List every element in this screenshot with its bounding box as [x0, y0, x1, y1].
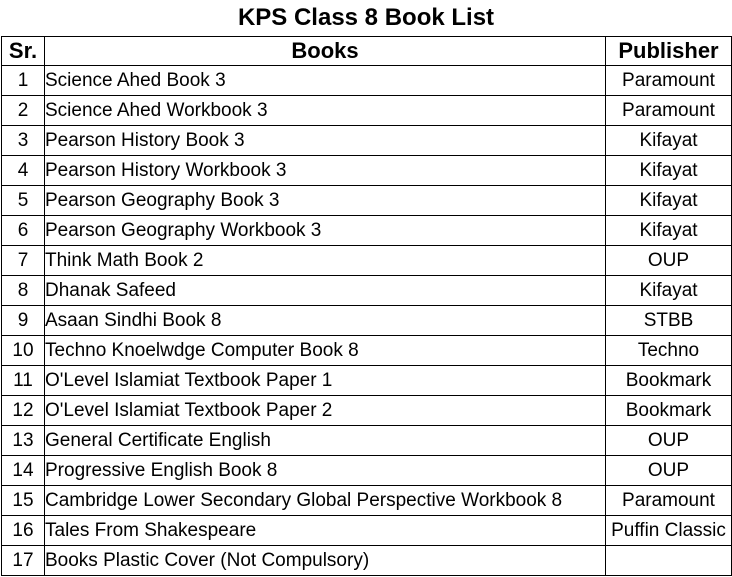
- row-book-cell: O'Level Islamiat Textbook Paper 1: [45, 366, 606, 396]
- row-publisher-cell: Paramount: [606, 96, 732, 126]
- row-publisher-cell: Kifayat: [606, 186, 732, 216]
- row-sr-cell: 4: [2, 156, 45, 186]
- row-book-cell: Books Plastic Cover (Not Compulsory): [45, 546, 606, 576]
- row-publisher-cell: STBB: [606, 306, 732, 336]
- table-row: [2, 306, 732, 336]
- row-book-cell: Pearson Geography Book 3: [45, 186, 606, 216]
- row-publisher-cell: Kifayat: [606, 216, 732, 246]
- table-row: [2, 426, 732, 456]
- book-table: [1, 36, 732, 576]
- row-publisher-cell: OUP: [606, 246, 732, 276]
- row-sr-cell: 1: [2, 66, 45, 96]
- column-header-books: Books: [45, 37, 606, 66]
- row-book-cell: Pearson History Workbook 3: [45, 156, 606, 186]
- table-row: [2, 396, 732, 426]
- row-publisher-cell: [606, 546, 732, 576]
- row-publisher-cell: Kifayat: [606, 276, 732, 306]
- table-row: [2, 336, 732, 366]
- row-sr-cell: 3: [2, 126, 45, 156]
- row-sr-cell: 14: [2, 456, 45, 486]
- table-row: [2, 186, 732, 216]
- table-row: [2, 66, 732, 96]
- row-book-cell: Progressive English Book 8: [45, 456, 606, 486]
- row-sr-cell: 6: [2, 216, 45, 246]
- page-title: KPS Class 8 Book List: [237, 4, 495, 31]
- table-row: [2, 366, 732, 396]
- row-publisher-cell: Kifayat: [606, 156, 732, 186]
- table-row: [2, 486, 732, 516]
- table-row: [2, 126, 732, 156]
- column-header-publisher: Publisher: [606, 37, 732, 66]
- row-book-cell: Pearson Geography Workbook 3: [45, 216, 606, 246]
- row-sr-cell: 7: [2, 246, 45, 276]
- row-publisher-cell: Bookmark: [606, 366, 732, 396]
- header-row: [2, 37, 732, 66]
- row-book-cell: Science Ahed Book 3: [45, 66, 606, 96]
- row-book-cell: Dhanak Safeed: [45, 276, 606, 306]
- row-book-cell: O'Level Islamiat Textbook Paper 2: [45, 396, 606, 426]
- row-publisher-cell: OUP: [606, 426, 732, 456]
- row-sr-cell: 15: [2, 486, 45, 516]
- table-row: [2, 516, 732, 546]
- table-row: [2, 456, 732, 486]
- row-sr-cell: 17: [2, 546, 45, 576]
- row-publisher-cell: Bookmark: [606, 396, 732, 426]
- row-book-cell: Asaan Sindhi Book 8: [45, 306, 606, 336]
- row-sr-cell: 9: [2, 306, 45, 336]
- row-sr-cell: 13: [2, 426, 45, 456]
- row-publisher-cell: Techno: [606, 336, 732, 366]
- table-row: [2, 246, 732, 276]
- row-book-cell: Cambridge Lower Secondary Global Perspective Workbook 8: [45, 486, 606, 516]
- row-sr-cell: 8: [2, 276, 45, 306]
- table-body: [2, 66, 732, 576]
- table-row: [2, 276, 732, 306]
- table-row: [2, 546, 732, 576]
- row-sr-cell: 11: [2, 366, 45, 396]
- row-book-cell: Think Math Book 2: [45, 246, 606, 276]
- row-publisher-cell: Puffin Classic: [606, 516, 732, 546]
- row-book-cell: General Certificate English: [45, 426, 606, 456]
- row-book-cell: Tales From Shakespeare: [45, 516, 606, 546]
- table-row: [2, 96, 732, 126]
- row-publisher-cell: Paramount: [606, 486, 732, 516]
- row-sr-cell: 16: [2, 516, 45, 546]
- row-publisher-cell: OUP: [606, 456, 732, 486]
- column-header-sr: Sr.: [2, 37, 45, 66]
- table-row: [2, 216, 732, 246]
- row-sr-cell: 12: [2, 396, 45, 426]
- row-book-cell: Techno Knoelwdge Computer Book 8: [45, 336, 606, 366]
- row-publisher-cell: Paramount: [606, 66, 732, 96]
- row-sr-cell: 10: [2, 336, 45, 366]
- row-sr-cell: 2: [2, 96, 45, 126]
- table-row: [2, 156, 732, 186]
- row-book-cell: Pearson History Book 3: [45, 126, 606, 156]
- row-book-cell: Science Ahed Workbook 3: [45, 96, 606, 126]
- row-publisher-cell: Kifayat: [606, 126, 732, 156]
- row-sr-cell: 5: [2, 186, 45, 216]
